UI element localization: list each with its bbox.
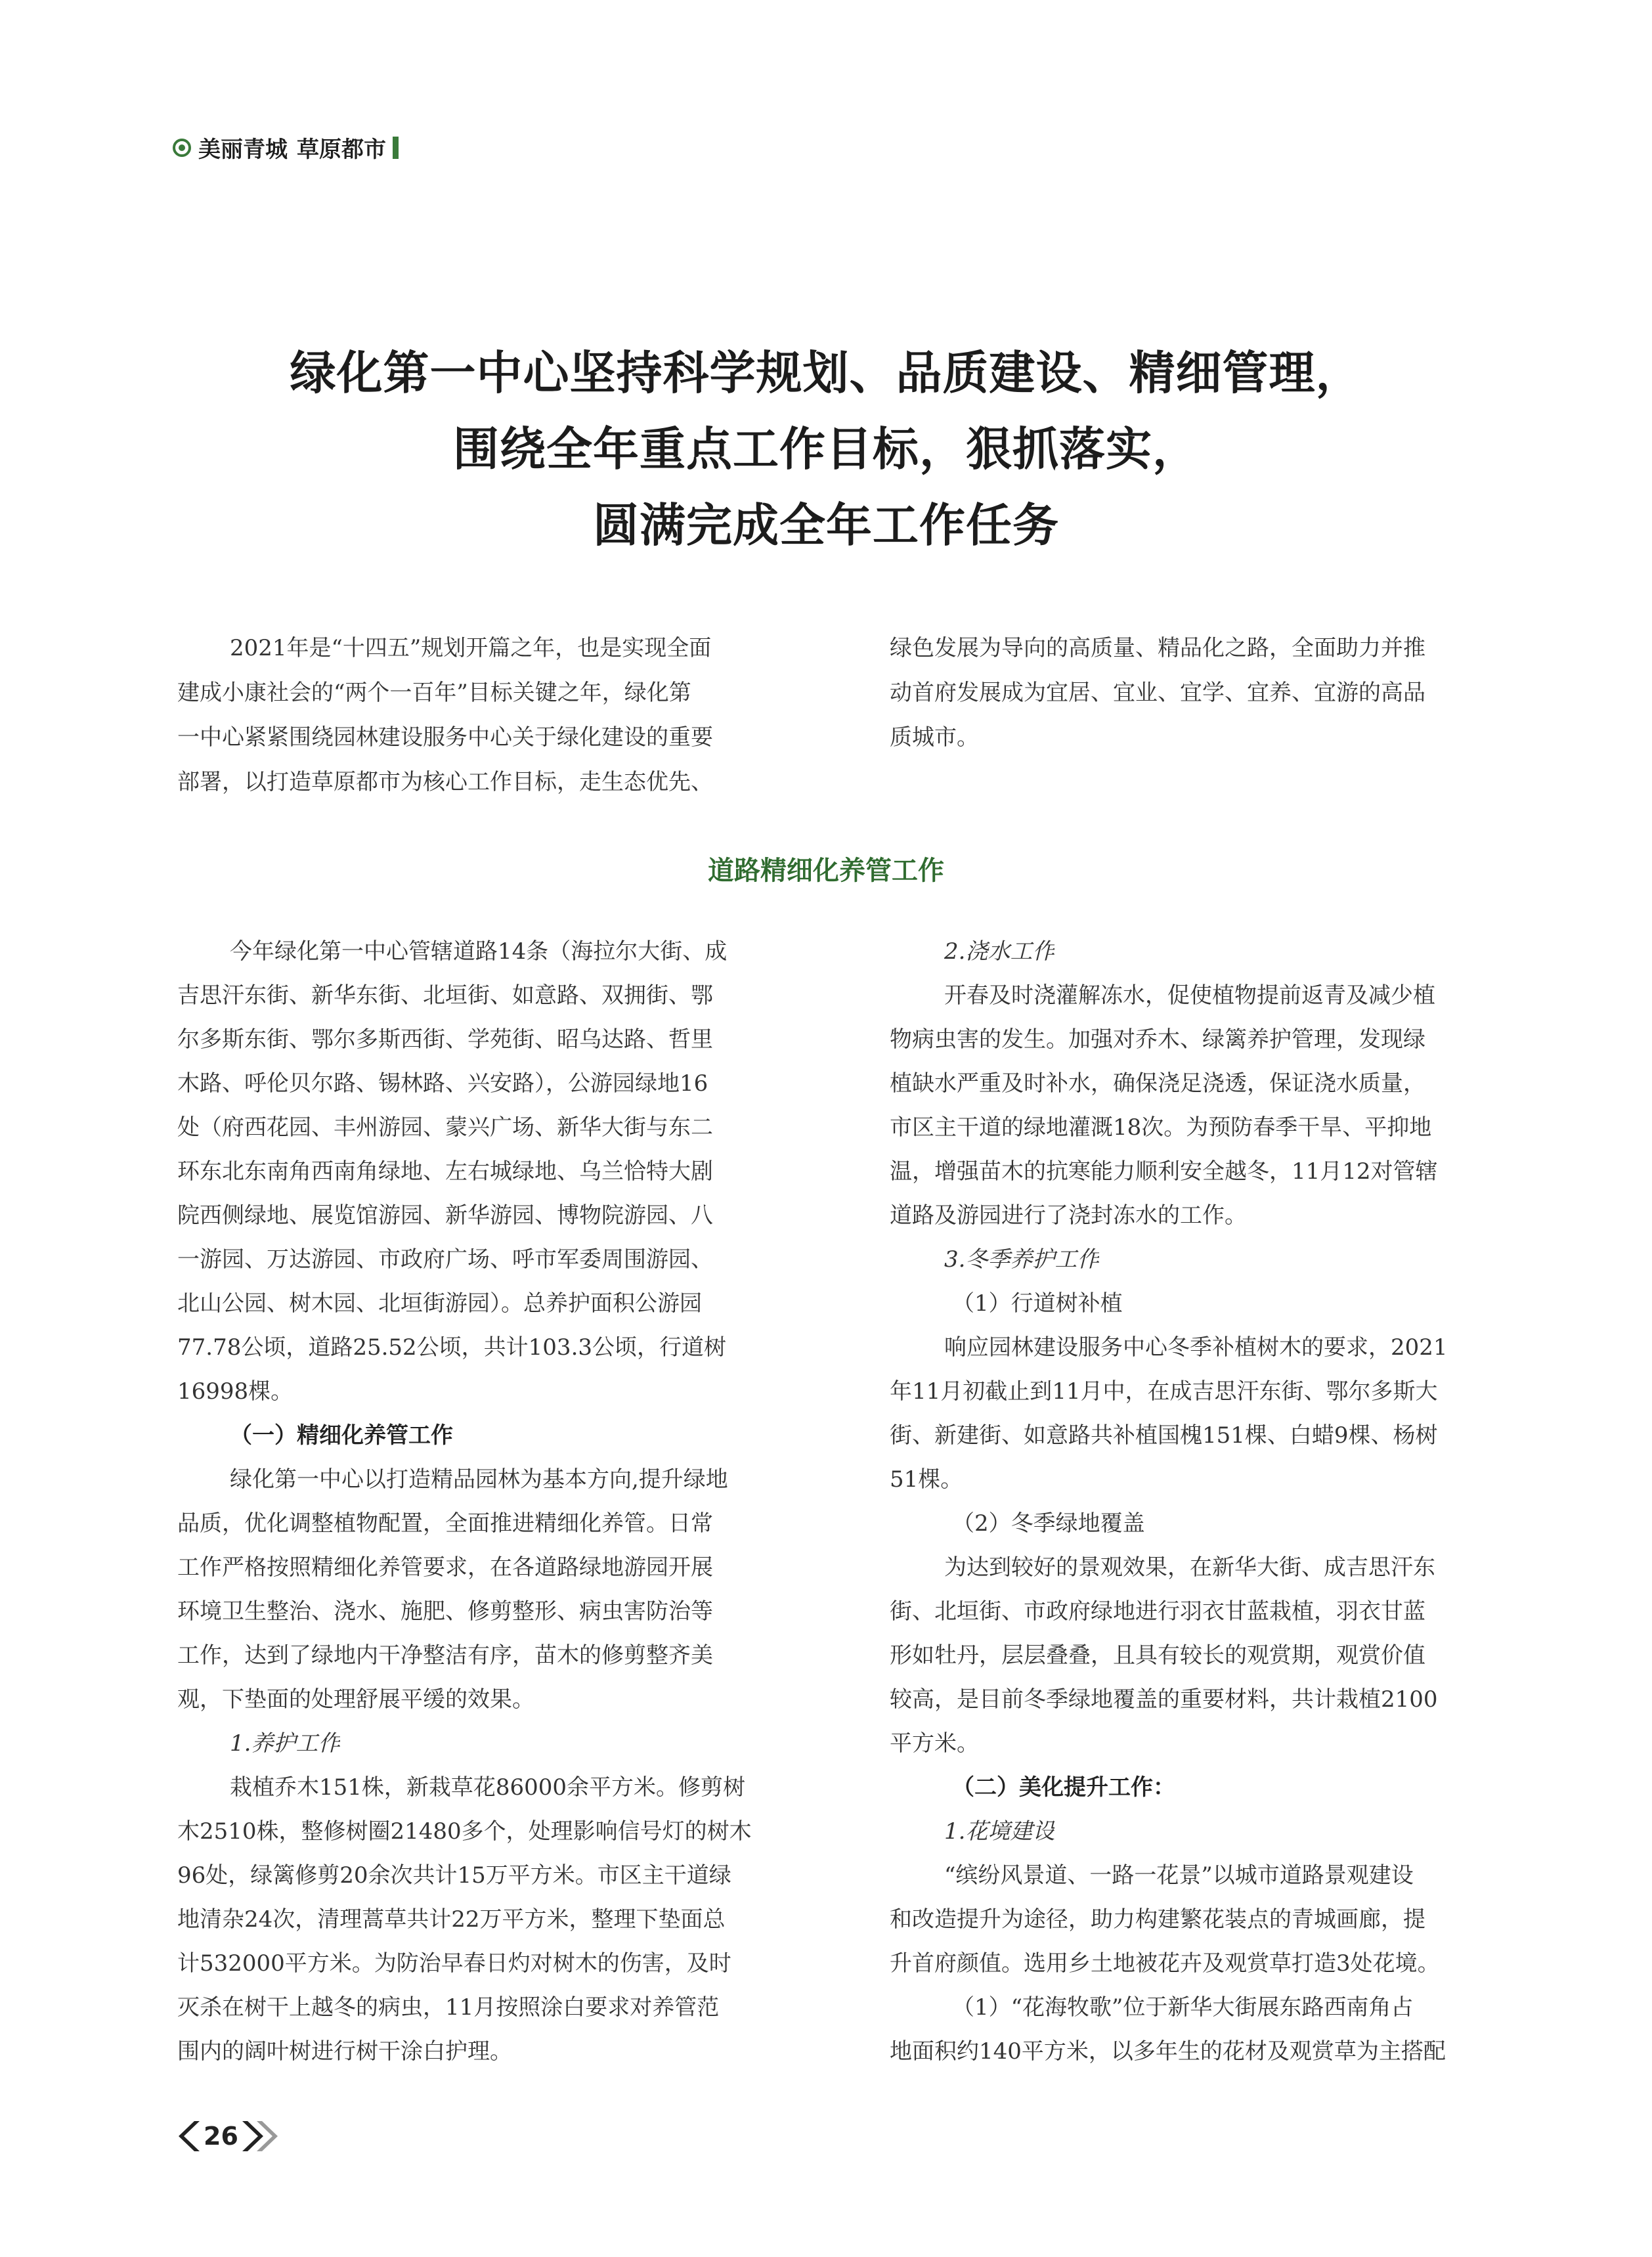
- body-left-line: 北山公园、树木园、北垣街游园）。总养护面积公游园: [177, 1290, 702, 1317]
- intro-left-line: 2021年是“十四五”规划开篇之年，也是实现全面: [230, 635, 712, 661]
- body-left-line: 环东北东南角西南角绿地、左右城绿地、乌兰恰特大剧: [177, 1158, 713, 1185]
- sub-item-heading: （2）冬季绿地覆盖: [952, 1510, 1145, 1537]
- numbered-heading: 2.浇水工作: [944, 938, 1055, 965]
- numbered-heading: 3.冬季养护工作: [944, 1246, 1100, 1273]
- body-right-line: 温，增强苗木的抗寒能力顺利安全越冬，11月12对管辖: [890, 1158, 1438, 1185]
- body-right-line: 51棵。: [890, 1466, 963, 1493]
- body-left-line: 工作，达到了绿地内干净整洁有序，苗木的修剪整齐美: [177, 1642, 713, 1669]
- body-right-line: 市区主干道的绿地灌溉18次。为预防春季干旱、平抑地: [890, 1114, 1432, 1141]
- body-left-line: 栽植乔木151株，新栽草花86000余平方米。修剪树: [230, 1774, 746, 1801]
- running-header: [172, 131, 399, 164]
- subsection-heading: （一）精细化养管工作: [230, 1422, 453, 1449]
- body-right-line: （1）“花海牧歌”位于新华大街展东路西南角占: [952, 1994, 1414, 2021]
- right-chevrons-icon: [242, 2118, 282, 2154]
- intro-left-line: 部署，以打造草原都市为核心工作目标，走生态优先、: [177, 769, 713, 795]
- article-title-line-3: 圆满完成全年工作任务: [593, 498, 1059, 552]
- numbered-heading: 1.花境建设: [944, 1818, 1055, 1845]
- body-right-line: 道路及游园进行了浇封冻水的工作。: [890, 1202, 1247, 1229]
- body-left-line: 吉思汗东街、新华东街、北垣街、如意路、双拥街、鄂: [177, 982, 713, 1009]
- intro-right-line: 绿色发展为导向的高质量、精品化之路，全面助力并推: [890, 635, 1425, 661]
- body-right-line: 为达到较好的景观效果，在新华大街、成吉思汗东: [944, 1554, 1435, 1581]
- body-right-line: 街、北垣街、市政府绿地进行羽衣甘蓝栽植，羽衣甘蓝: [890, 1598, 1425, 1625]
- body-left-line: 品质，优化调整植物配置，全面推进精细化养管。日常: [177, 1510, 713, 1537]
- body-right-line: 和改造提升为途径，助力构建繁花装点的青城画廊，提: [890, 1906, 1425, 1933]
- body-right-line: 地面积约140平方米，以多年生的花材及观赏草为主搭配: [890, 2038, 1446, 2065]
- intro-left-line: 建成小康社会的“两个一百年”目标关键之年，绿化第: [177, 680, 691, 706]
- body-left-line: 观，下垫面的处理舒展平缓的效果。: [177, 1686, 534, 1713]
- body-right-line: 较高，是目前冬季绿地覆盖的重要材料，共计栽植2100: [890, 1686, 1438, 1713]
- body-left-line: 计532000平方米。为防治早春日灼对树木的伤害，及时: [177, 1950, 731, 1977]
- body-left-line: 16998棵。: [177, 1378, 293, 1405]
- article-title-line-2: 围绕全年重点工作目标，狠抓落实，: [453, 422, 1199, 476]
- body-left-line: 围内的阔叶树进行树干涂白护理。: [177, 2038, 512, 2065]
- body-right-line: 街、新建街、如意路共补植国槐151棵、白蜡9棵、杨树: [890, 1422, 1438, 1449]
- body-left-line: 绿化第一中心以打造精品园林为基本方向,提升绿地: [230, 1466, 728, 1493]
- body-right-line: “缤纷风景道、一路一花景”以城市道路景观建设: [944, 1862, 1414, 1889]
- ring-icon: [172, 138, 192, 158]
- body-right-line: 升首府颜值。选用乡土地被花卉及观赏草打造3处花境。: [890, 1950, 1440, 1977]
- intro-right-line: 动首府发展成为宜居、宜业、宜学、宜养、宜游的高品: [890, 680, 1425, 706]
- body-right-line: 响应园林建设服务中心冬季补植树木的要求，2021: [944, 1334, 1448, 1361]
- page-number-text: 26: [204, 2122, 238, 2151]
- section-title: 道路精细化养管工作: [708, 856, 944, 886]
- page-number: [177, 2118, 282, 2154]
- numbered-heading: 1.养护工作: [230, 1730, 341, 1757]
- body-left-line: 处（府西花园、丰州游园、蒙兴广场、新华大街与东二: [177, 1114, 713, 1141]
- body-left-line: 灭杀在树干上越冬的病虫，11月按照涂白要求对养管范: [177, 1994, 720, 2021]
- body-right-line: 年11月初截止到11月中，在成吉思汗东街、鄂尔多斯大: [890, 1378, 1438, 1405]
- body-left-line: 木路、呼伦贝尔路、锡林路、兴安路），公游园绿地16: [177, 1070, 708, 1097]
- body-right-line: 开春及时浇灌解冻水，促使植物提前返青及减少植: [944, 982, 1435, 1009]
- header-name-2: 草原都市: [297, 137, 386, 163]
- body-left-line: 尔多斯东街、鄂尔多斯西街、学苑街、昭乌达路、哲里: [177, 1026, 713, 1053]
- body-left-line: 院西侧绿地、展览馆游园、新华游园、博物院游园、八: [177, 1202, 713, 1229]
- body-left-line: 工作严格按照精细化养管要求，在各道路绿地游园开展: [177, 1554, 713, 1581]
- header-divider-bar: [393, 137, 399, 159]
- body-left-line: 木2510株，整修树圈21480多个，处理影响信号灯的树木: [177, 1818, 752, 1845]
- body-right-line: 形如牡丹，层层叠叠，且具有较长的观赏期，观赏价值: [890, 1642, 1425, 1669]
- body-left-line: 环境卫生整治、浇水、施肥、修剪整形、病虫害防治等: [177, 1598, 713, 1625]
- body-right-line: 物病虫害的发生。加强对乔木、绿篱养护管理，发现绿: [890, 1026, 1425, 1053]
- body-left-line: 地清杂24次，清理蒿草共计22万平方米，整理下垫面总: [177, 1906, 726, 1933]
- sub-item-heading: （1）行道树补植: [952, 1290, 1123, 1317]
- article-title-line-1: 绿化第一中心坚持科学规划、品质建设、精细管理，: [290, 346, 1362, 400]
- left-chevrons-icon: [177, 2118, 200, 2154]
- body-right-line: 植缺水严重及时补水，确保浇足浇透，保证浇水质量，: [890, 1070, 1425, 1097]
- intro-right-line: 质城市。: [890, 724, 979, 751]
- body-left-line: 今年绿化第一中心管辖道路14条（海拉尔大街、成: [230, 938, 728, 965]
- body-left-line: 96处，绿篱修剪20余次共计15万平方米。市区主干道绿: [177, 1862, 731, 1889]
- body-left-line: 一游园、万达游园、市政府广场、呼市军委周围游园、: [177, 1246, 713, 1273]
- body-right-line: 平方米。: [890, 1730, 979, 1757]
- body-left-line: 77.78公顷，道路25.52公顷，共计103.3公顷，行道树: [177, 1334, 727, 1361]
- intro-left-line: 一中心紧紧围绕园林建设服务中心关于绿化建设的重要: [177, 724, 713, 751]
- subsection-heading: （二）美化提升工作：: [952, 1774, 1175, 1801]
- header-name-1: 美丽青城: [198, 137, 288, 163]
